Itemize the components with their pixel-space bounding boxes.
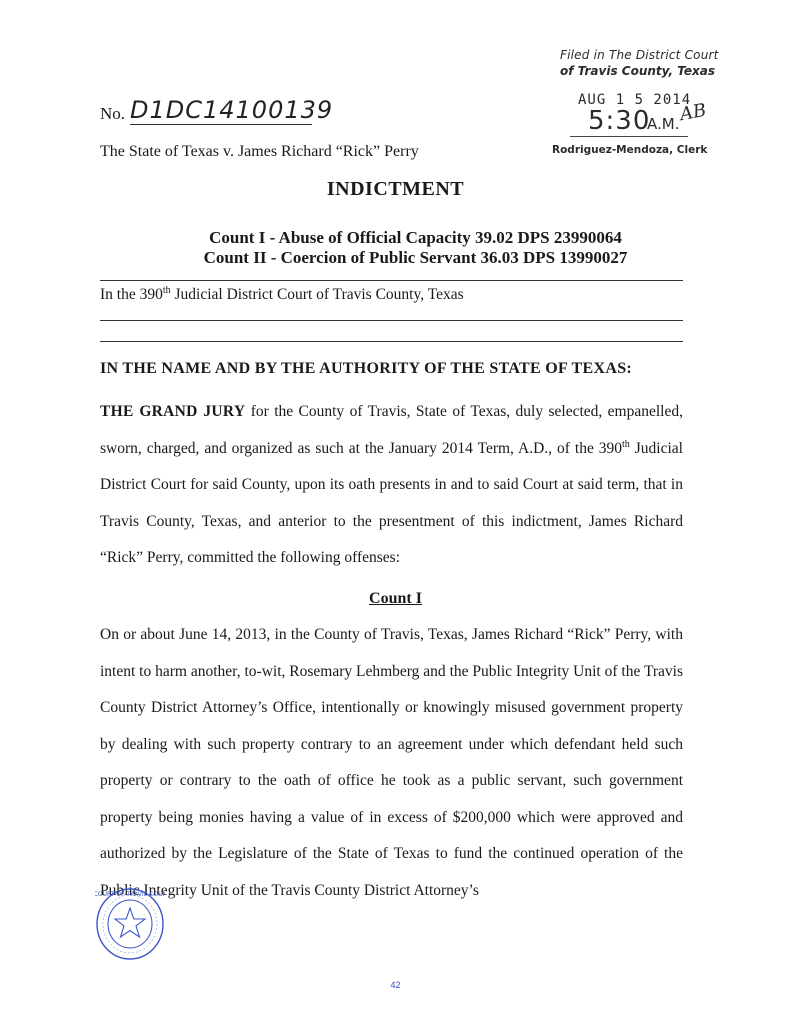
- page-number: 42: [390, 980, 401, 990]
- para1-text-b: Judicial District Court for said County, upon its oath presents in and to said Court at said term, that in Travis County, Texas, and anterior to the presentment of this indictment, James Richard “Rick” Perry, committed the following offenses:: [100, 439, 683, 566]
- case-number-handwritten: D1DC14100139: [130, 96, 334, 124]
- stamp-initials: AB: [678, 99, 708, 126]
- case-caption: The State of Texas v. James Richard “Rick” Perry: [100, 143, 419, 160]
- seal-text: COURT OF TRAVIS COUN: [95, 891, 165, 898]
- document-title: INDICTMENT: [326, 178, 465, 200]
- stamp-time: 5:30: [588, 106, 651, 136]
- stamp-line-1: Filed in The District Court: [560, 48, 719, 62]
- rule-top: [100, 280, 683, 281]
- case-number-prefix: No.: [100, 104, 126, 123]
- count-1-paragraph: On or about June 14, 2013, in the County of Travis, Texas, James Richard “Rick” Perry, with intent to harm another, to-wit, Rosemary Lehmberg and the Public Integrity Unit of the Travis County District Attorney’s Office, intentionally or knowingly misused government property by dealing with such property contrary to an agreement under which defendant held such property or contrary to the oath of office he took as a public servant, such government property being monies having a value of in excess of $200,000 which were approved and authorized by the Legislature of the State of Texas to fund the continued operation of the Public Integrity Unit of the Travis County District Attorney’s: [100, 626, 683, 899]
- case-number: [100, 96, 340, 126]
- stamp-line-2: of Travis County, Texas: [560, 64, 716, 78]
- court-sup: th: [162, 285, 171, 296]
- case-number-underline: [130, 124, 312, 125]
- grand-jury-lead: THE GRAND JURY: [100, 403, 246, 420]
- filing-stamp: [530, 48, 730, 160]
- grand-jury-paragraph: [100, 394, 683, 577]
- count-1-heading: [0, 590, 791, 608]
- counts-list: [0, 228, 791, 268]
- court-pre: In the 390: [100, 286, 163, 304]
- court-seal-icon: [95, 886, 165, 962]
- court-line: [100, 285, 464, 304]
- stamp-time-underline: [570, 136, 688, 137]
- rule-bottom: [100, 341, 683, 342]
- court-post: Judicial District Court of Travis County, Texas: [170, 286, 464, 304]
- stamp-clerk: Rodriguez-Mendoza, Clerk: [552, 144, 708, 156]
- stamp-date: AUG 1 5 2014: [578, 92, 692, 108]
- count-1-heading-text: Count I: [369, 590, 422, 607]
- para1-sup: th: [622, 438, 630, 450]
- para1-text-a: for the County of Travis, State of Texas, duly selected, empanelled, sworn, charged, and organized as such at the January 2014 Term, A.D., of the 390: [100, 403, 683, 457]
- authority-heading: IN THE NAME AND BY THE AUTHORITY OF THE STATE OF TEXAS:: [100, 360, 633, 377]
- count-line-1: Count I - Abuse of Official Capacity 39.02 DPS 23990064: [209, 228, 622, 247]
- count-line-2: Count II - Coercion of Public Servant 36.03 DPS 13990027: [203, 248, 628, 267]
- stamp-ampm: A.M.: [647, 115, 680, 133]
- rule-middle: [100, 320, 683, 321]
